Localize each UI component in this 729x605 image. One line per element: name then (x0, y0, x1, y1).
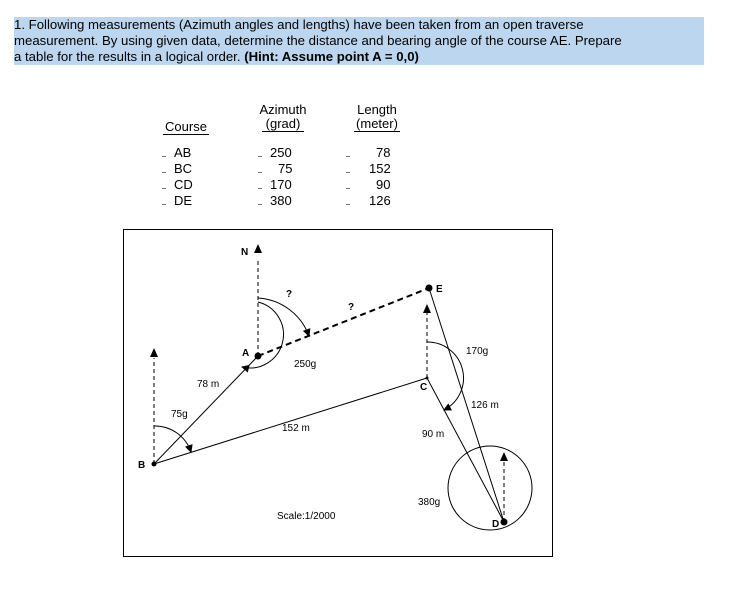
azimuth-cell: 250 (270, 145, 292, 160)
length-cell: 152 (369, 161, 391, 176)
header-azimuth-unit: (grad) (262, 117, 305, 132)
header-azimuth-label: Azimuth (259, 102, 307, 117)
point-b (152, 462, 157, 467)
point-c (426, 377, 429, 380)
arc-de-azimuth (448, 446, 532, 530)
point-b-label: B (138, 460, 146, 471)
arc-cd-azimuth (427, 342, 464, 410)
north-arrow-b-icon (150, 348, 158, 357)
traverse-diagram (123, 229, 553, 557)
course-cell: CD (174, 177, 193, 192)
point-e (426, 285, 433, 292)
course-cell: AB (174, 145, 192, 160)
row-marker (162, 204, 166, 205)
arc-bc-azimuth (154, 426, 191, 452)
north-label: N (241, 247, 249, 258)
point-d-label: D (492, 519, 500, 530)
course-ae (258, 288, 429, 356)
unknown-label-1: ? (286, 289, 293, 300)
row-marker (346, 188, 350, 189)
row-marker (258, 172, 262, 173)
point-a (255, 353, 262, 360)
unknown-label-2: ? (348, 302, 355, 313)
length-de-label: 126 m (471, 400, 499, 411)
question-line-2: measurement. By using given data, determine the distance and bearing angle of the course AE. Prepare (14, 33, 704, 49)
header-length-unit: (meter) (356, 116, 398, 131)
question-line-3-text: a table for the results in a logical order. (14, 49, 241, 64)
point-a-label: A (242, 348, 250, 359)
course-cell: BC (174, 161, 193, 176)
angle-bc-label: 75g (171, 409, 188, 420)
point-e-label: E (436, 284, 443, 295)
header-length (342, 103, 412, 132)
length-cd-label: 90 m (422, 429, 445, 440)
angle-de-label: 380g (418, 497, 441, 508)
course-cell: DE (174, 193, 193, 208)
north-arrow-icon (254, 244, 262, 253)
row-marker (258, 204, 262, 205)
scale-label: Scale:1/2000 (277, 511, 336, 522)
question-hint: (Hint: Assume point A = 0,0) (244, 49, 419, 64)
length-ab-label: 78 m (197, 379, 220, 390)
point-c-label: C (420, 382, 428, 393)
header-length-label: Length (357, 102, 397, 117)
point-d (501, 519, 508, 526)
row-marker (346, 172, 350, 173)
header-azimuth (248, 103, 318, 132)
angle-ab-label: 250g (294, 359, 317, 370)
header-course (156, 120, 216, 135)
question-line-1: 1. Following measurements (Azimuth angles and lengths) have been taken from an open traverse (14, 17, 704, 33)
traverse-diagram-svg (124, 230, 552, 556)
north-arrow-c-icon (423, 304, 431, 313)
azimuth-cell: 380 (270, 193, 292, 208)
length-cell: 78 (376, 145, 391, 160)
row-marker (346, 156, 350, 157)
row-marker (162, 188, 166, 189)
length-bc-label: 152 m (282, 423, 310, 434)
question-text (14, 17, 704, 65)
header-course-label: Course (165, 119, 207, 134)
row-marker (258, 188, 262, 189)
row-marker (346, 204, 350, 205)
azimuth-cell: 170 (270, 177, 292, 192)
length-cell: 126 (369, 193, 391, 208)
row-marker (162, 172, 166, 173)
north-arrow-d-icon (500, 452, 508, 461)
length-cell: 90 (376, 177, 391, 192)
row-marker (162, 156, 166, 157)
question-line-3 (14, 49, 704, 65)
measurement-table (150, 100, 430, 215)
azimuth-cell: 75 (278, 161, 293, 176)
row-marker (258, 156, 262, 157)
angle-cd-label: 170g (466, 346, 489, 357)
